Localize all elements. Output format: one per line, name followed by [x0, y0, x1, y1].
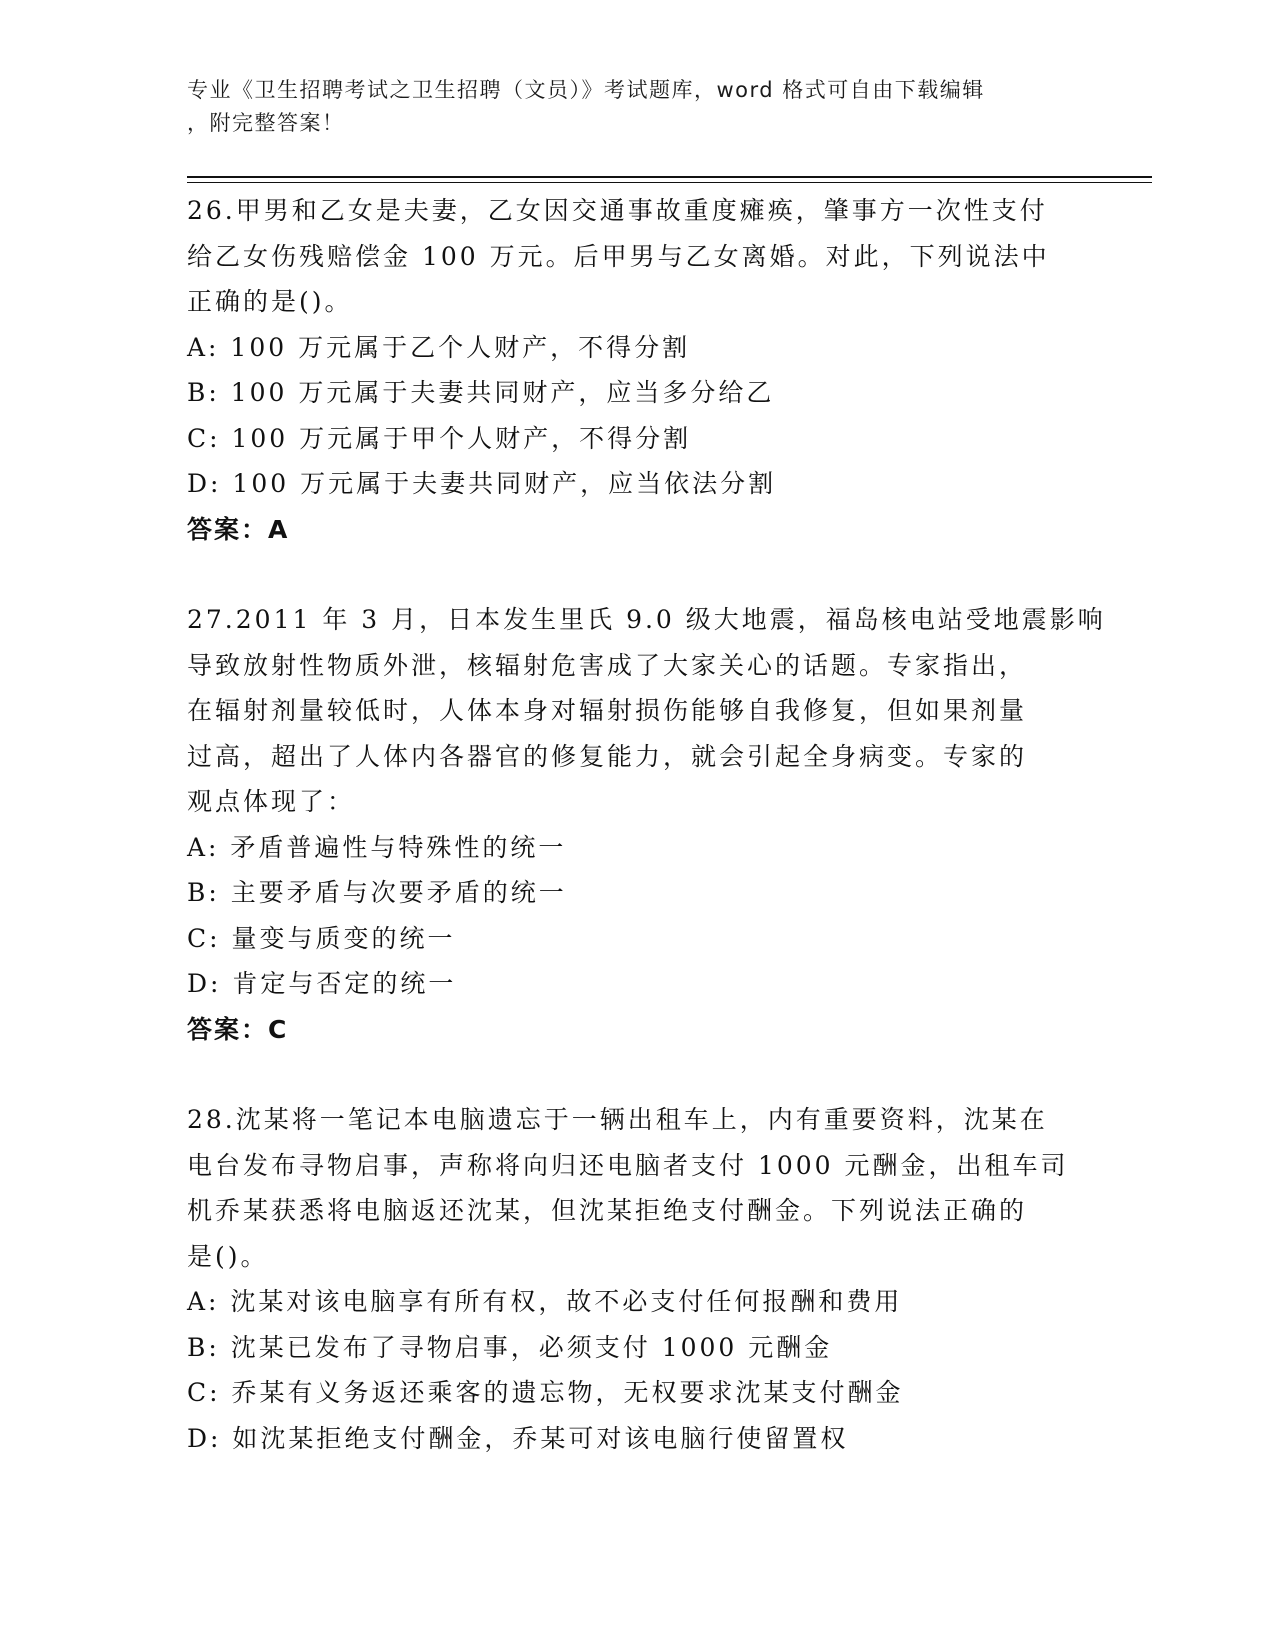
question-26 [187, 188, 1087, 552]
question-stem-line: 26.甲男和乙女是夫妻，乙女因交通事故重度瘫痪，肇事方一次性支付 [187, 196, 1048, 225]
question-stem-line: 过高，超出了人体内各器官的修复能力，就会引起全身病变。专家的 [187, 741, 1028, 771]
option-a: A: 矛盾普遍性与特殊性的统一 [187, 832, 567, 862]
header-divider-thin [187, 182, 1152, 183]
header-line: 专业《卫生招聘考试之卫生招聘（文员）》考试题库，word 格式可自由下载编辑 [187, 78, 985, 102]
answer-label: 答案：C [187, 1014, 289, 1044]
question-stem-line: 导致放射性物质外泄，核辐射危害成了大家关心的话题。专家指出， [187, 650, 1028, 680]
option-c: C: 量变与质变的统一 [187, 923, 456, 953]
option-c: C: 100 万元属于甲个人财产，不得分割 [187, 423, 692, 453]
question-stem-line: 机乔某获悉将电脑返还沈某，但沈某拒绝支付酬金。下列说法正确的 [187, 1196, 1028, 1225]
question-list [187, 188, 1106, 1461]
question-stem-line: 在辐射剂量较低时，人体本身对辐射损伤能够自我修复，但如果剂量 [187, 696, 1028, 725]
option-a: A: 沈某对该电脑享有所有权，故不必支付任何报酬和费用 [187, 1287, 903, 1316]
question-stem-line: 是()。 [187, 1241, 269, 1271]
question-stem-line: 28.沈某将一笔记本电脑遗忘于一辆出租车上，内有重要资料，沈某在 [187, 1105, 1048, 1134]
option-d: D: 如沈某拒绝支付酬金，乔某可对该电脑行使留置权 [187, 1423, 849, 1453]
question-28 [187, 1097, 1087, 1461]
header-divider-thick [187, 176, 1152, 178]
header-line: ，附完整答案！ [187, 111, 345, 135]
option-d: D: 肯定与否定的统一 [187, 969, 457, 998]
option-c: C: 乔某有义务返还乘客的遗忘物，无权要求沈某支付酬金 [187, 1378, 904, 1407]
question-stem-line: 给乙女伤残赔偿金 100 万元。后甲男与乙女离婚。对此，下列说法中 [187, 241, 1050, 271]
option-d: D: 100 万元属于夫妻共同财产，应当依法分割 [187, 469, 777, 498]
question-stem-line: 观点体现了： [187, 787, 356, 816]
option-b: B: 100 万元属于夫妻共同财产，应当多分给乙 [187, 378, 775, 407]
option-b: B: 主要矛盾与次要矛盾的统一 [187, 878, 567, 907]
option-a: A: 100 万元属于乙个人财产，不得分割 [187, 332, 691, 362]
question-27 [187, 597, 1106, 1052]
question-stem-line: 电台发布寻物启事，声称将向归还电脑者支付 1000 元酬金，出租车司 [187, 1150, 1069, 1180]
document-header [187, 74, 1067, 140]
option-b: B: 沈某已发布了寻物启事，必须支付 1000 元酬金 [187, 1332, 833, 1362]
question-stem-line: 正确的是()。 [187, 287, 353, 316]
question-stem-line: 27.2011 年 3 月，日本发生里氏 9.0 级大地震，福岛核电站受地震影响 [187, 605, 1106, 634]
answer-label: 答案：A [187, 514, 290, 544]
